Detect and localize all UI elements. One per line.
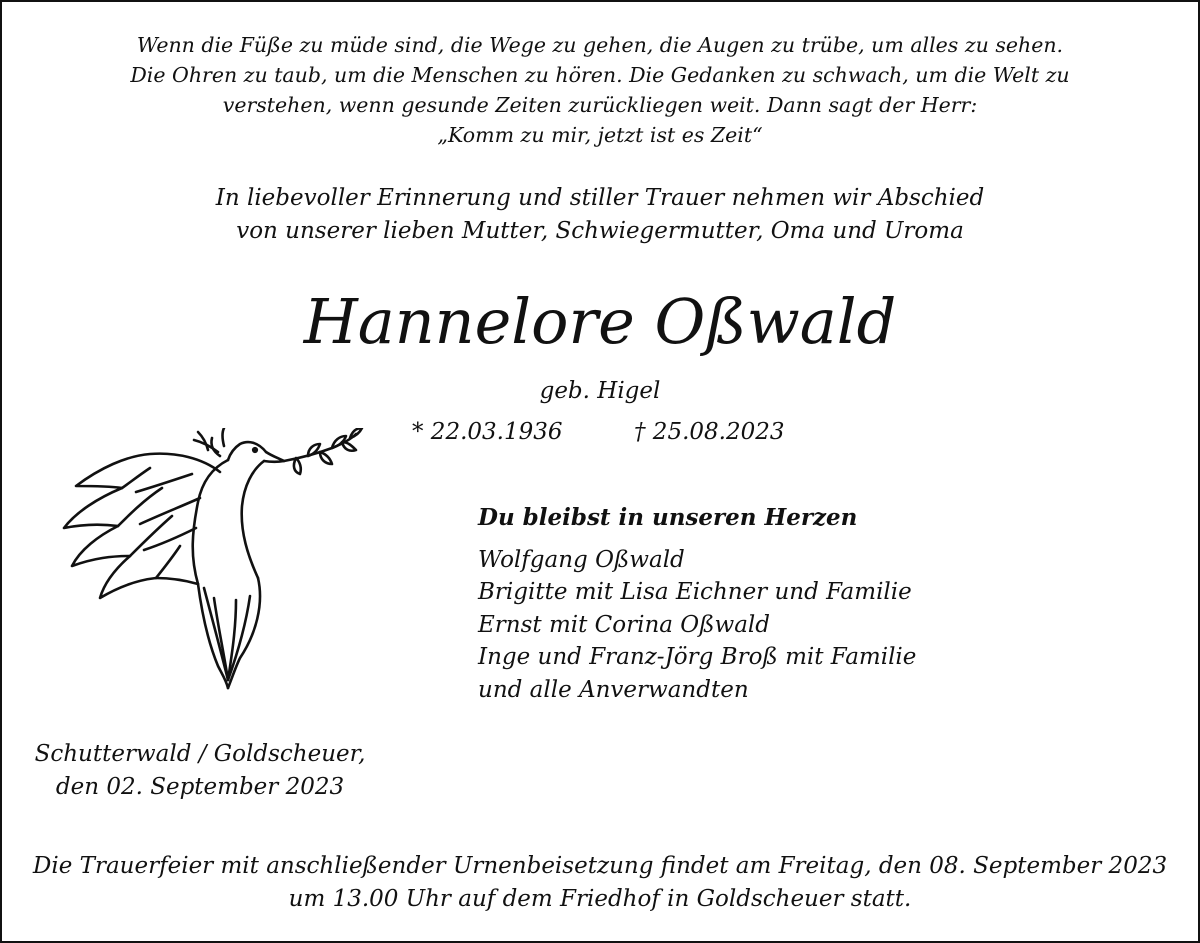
intro-line: von unserer lieben Mutter, Schwiegermutter, Oma und Uroma [236,218,964,244]
poem-line: Wenn die Füße zu müde sind, die Wege zu gehen, die Augen zu trübe, um alles zu sehen. [136,33,1064,57]
family-member: Wolfgang Oßwald [478,546,685,573]
date-line: den 02. September 2023 [55,774,345,800]
service-line: Die Trauerfeier mit anschließender Urnenbeisetzung findet am Freitag, den 08. September 2023 [32,853,1168,879]
birth-date: * 22.03.1936 [412,419,563,445]
service-line: um 13.00 Uhr auf dem Friedhof in Goldscheuer statt. [288,886,912,912]
birth-name: geb. Higel [539,378,661,404]
intro-line: In liebevoller Erinnerung und stiller Trauer nehmen wir Abschied [215,185,985,211]
poem-line: Die Ohren zu taub, um die Menschen zu hören. Die Gedanken zu schwach, um die Welt zu [130,63,1070,87]
family-member: und alle Anverwandten [478,676,749,703]
family-member: Inge und Franz-Jörg Broß mit Familie [478,644,917,670]
funeral-service-info [0,850,1200,916]
place-and-date [20,738,380,804]
family-member: Ernst mit Corina Oßwald [478,611,771,638]
deceased-name: Hannelore Oßwald [303,285,897,358]
poem-line: verstehen, wenn gesunde Zeiten zurückliegen weit. Dann sagt der Herr: [222,93,978,117]
death-date: † 25.08.2023 [634,419,785,445]
family-section [478,502,916,706]
intro-text [0,182,1200,248]
dove-with-olive-branch-icon [52,428,364,694]
family-heading: Du bleibst in unseren Herzen [478,504,858,531]
family-member: Brigitte mit Lisa Eichner und Familie [478,579,912,605]
poem [0,30,1200,150]
place-line: Schutterwald / Goldscheuer, [34,741,366,767]
poem-line: „Komm zu mir, jetzt ist es Zeit“ [437,123,763,147]
